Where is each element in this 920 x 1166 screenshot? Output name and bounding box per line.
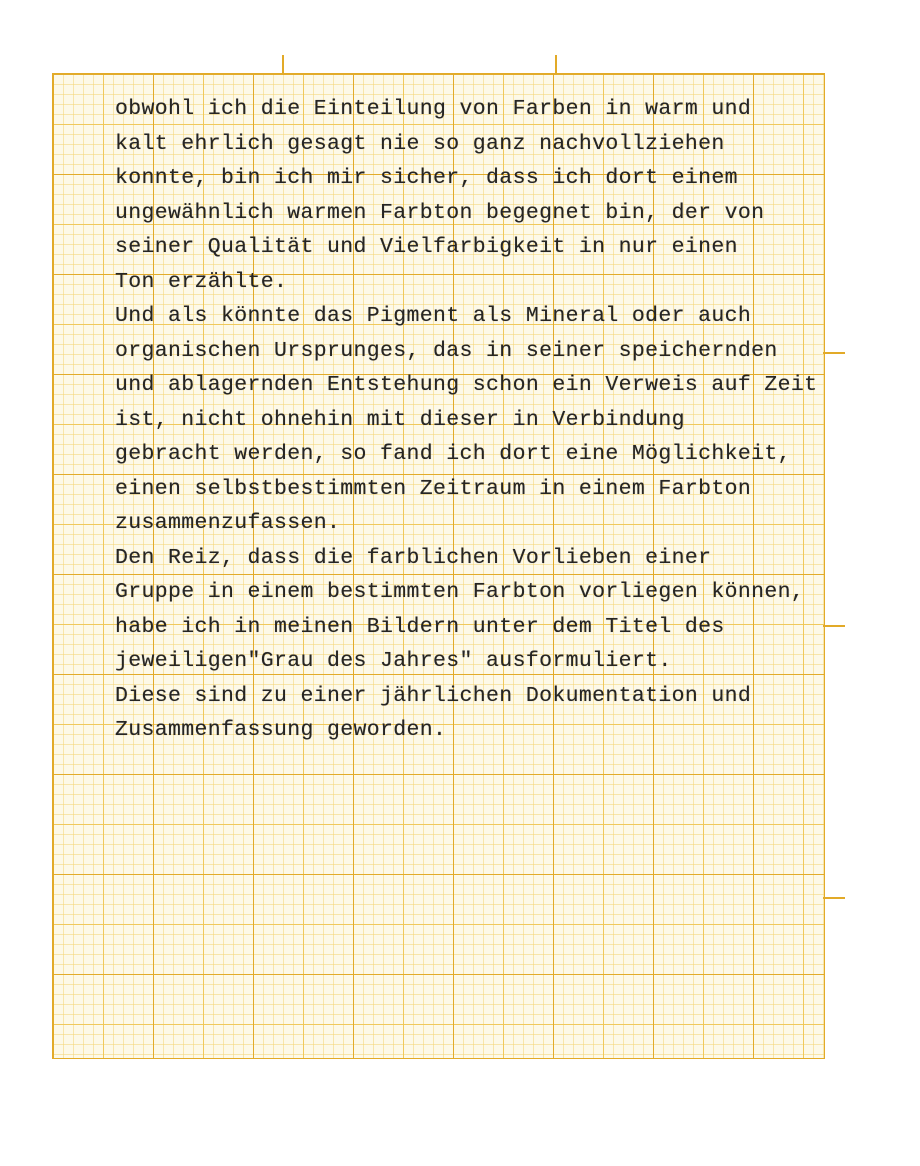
text-line: ungewähnlich warmen Farbton begegnet bin, der von [115, 200, 765, 225]
typewritten-text [115, 92, 875, 748]
registration-mark-top-left [282, 55, 284, 75]
text-line: einen selbstbestimmten Zeitraum in einem Farbton [115, 476, 752, 501]
text-line: zusammenzufassen. [115, 511, 341, 535]
text-line: und ablagernden Entstehung schon ein Verweis auf Zeit [115, 373, 818, 397]
text-line: obwohl ich die Einteilung von Farben in warm und [115, 97, 752, 121]
text-line: jeweiligen"Grau des Jahres" ausformuliert. [115, 649, 672, 673]
text-line: Ton erzählte. [115, 269, 288, 294]
text-line: gebracht werden, so fand ich dort eine Möglichkeit, [115, 442, 791, 466]
text-line: habe ich in meinen Bildern unter dem Titel des [115, 614, 725, 639]
text-line: ist, nicht ohnehin mit dieser in Verbindung [115, 407, 685, 432]
text-line: Diese sind zu einer jährlichen Dokumentation und [115, 683, 752, 708]
text-line: Zusammenfassung geworden. [115, 718, 447, 742]
text-line: konnte, bin ich mir sicher, dass ich dort einem [115, 166, 738, 190]
text-line: Den Reiz, dass die farblichen Vorlieben einer [115, 545, 712, 570]
text-line: organischen Ursprunges, das in seiner speichernden [115, 338, 778, 363]
text-line: Und als könnte das Pigment als Mineral oder auch [115, 304, 752, 328]
registration-mark-right-lower [823, 897, 845, 899]
text-line: Gruppe in einem bestimmten Farbton vorliegen können, [115, 580, 805, 604]
registration-mark-top-right [555, 55, 557, 75]
text-line: seiner Qualität und Vielfarbigkeit in nur einen [115, 235, 738, 259]
text-line: kalt ehrlich gesagt nie so ganz nachvollziehen [115, 131, 725, 156]
